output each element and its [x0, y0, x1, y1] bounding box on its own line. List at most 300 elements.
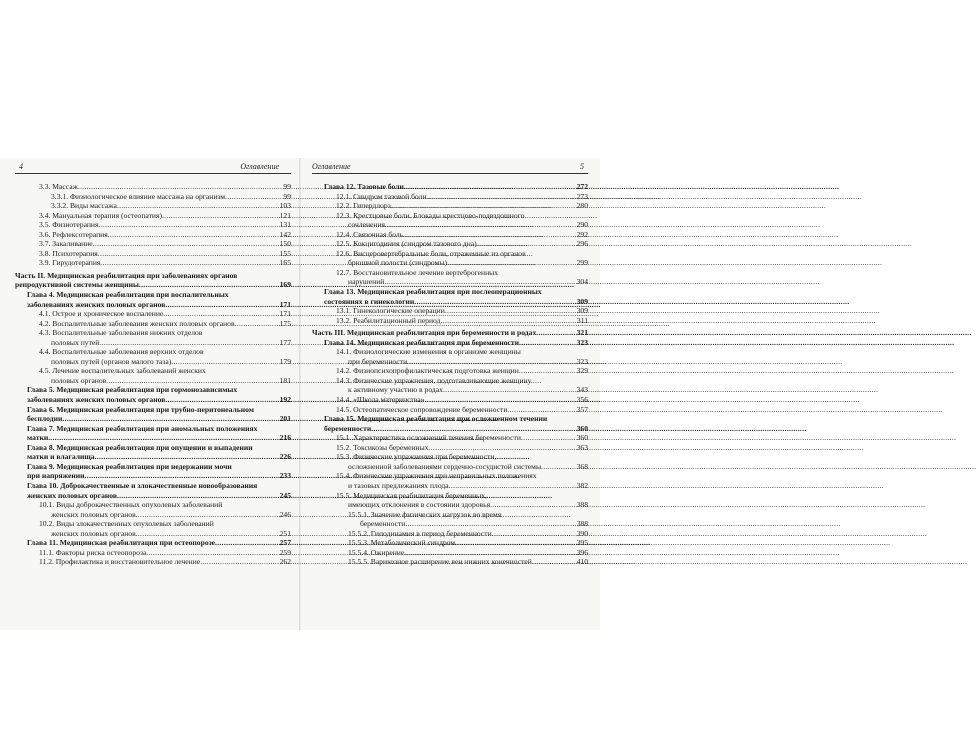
toc-entry — [15, 424, 291, 443]
toc-entry-page: 257 — [279, 538, 291, 548]
toc-entry-title: 14.5. Остеопатическое сопровождение беременности — [336, 404, 508, 414]
toc-entry-page: 396 — [576, 547, 588, 557]
toc-entry — [15, 211, 291, 221]
toc-row — [312, 239, 588, 249]
toc-entry-page: 395 — [576, 538, 588, 548]
toc-leader-dots — [447, 258, 577, 268]
toc-leader-dots — [532, 557, 577, 567]
toc-entry — [15, 239, 291, 249]
toc-row — [312, 230, 588, 240]
toc-entry-title: Глава 12. Тазовые боли — [324, 182, 404, 191]
toc-leader-dots — [424, 395, 576, 405]
toc-entry-title: Глава 9. Медицинская реабилитация при недержании мочи — [27, 461, 232, 471]
toc-entry-title: имеющих отклонения в состоянии здоровья — [348, 500, 491, 510]
toc-entry-page: 360 — [576, 433, 588, 443]
toc-leader-dots — [99, 220, 280, 230]
toc-entry — [15, 366, 291, 385]
toc-leader-dots — [536, 328, 576, 338]
toc-entry-title: к активному участию в родах — [348, 385, 443, 395]
toc-leader-dots — [455, 538, 577, 548]
toc-entry-page: 192 — [279, 395, 291, 405]
toc-entry — [15, 258, 291, 268]
toc-entry — [312, 347, 588, 366]
toc-entry-title: при беременности — [348, 356, 408, 366]
toc-row — [15, 192, 291, 202]
toc-entry-title: Часть III. Медицинская реабилитация при беременности и родах — [312, 328, 537, 338]
toc-entry-title: 11.1. Факторы риска остеопороза — [39, 547, 147, 557]
toc-entry-title: Глава 7. Медицинская реабилитация при аномальных положениях — [27, 423, 258, 433]
toc-row — [15, 471, 291, 481]
toc-leader-dots — [165, 395, 279, 405]
toc-entry — [15, 249, 291, 259]
toc-entry — [312, 443, 588, 453]
toc-row — [312, 548, 588, 558]
toc-row — [15, 491, 291, 501]
toc-entry — [312, 192, 588, 202]
toc-leader-dots — [200, 557, 279, 567]
toc-entry-title: Глава 14. Медицинская реабилитация при беременности — [324, 337, 520, 347]
toc-entry — [15, 347, 291, 366]
toc-row — [312, 297, 588, 307]
toc-entry-title: беременности — [324, 423, 372, 433]
toc-entry-title: 3.9. Гирудотерапия — [39, 258, 101, 268]
toc-entry-title: 15.5.4. Ожирение — [348, 547, 405, 557]
toc-entry-title: заболеваниях женских половых органов — [27, 395, 166, 405]
toc-entry-page: 343 — [576, 385, 588, 395]
toc-entry — [15, 328, 291, 347]
toc-entry — [15, 192, 291, 202]
toc-leader-dots — [407, 357, 576, 367]
toc-row — [15, 548, 291, 558]
toc-entry-title: 15.2. Токсикозы беременных — [336, 442, 429, 452]
toc-row — [312, 538, 588, 548]
toc-entry — [15, 385, 291, 404]
toc-leader-dots — [443, 385, 577, 395]
toc-leader-dots — [492, 529, 577, 539]
toc-entry — [15, 462, 291, 481]
toc-entry-page: 292 — [576, 229, 588, 239]
toc-entry-title: 3.7. Закаливание — [39, 239, 93, 249]
toc-row — [312, 316, 588, 326]
left-page-number: 4 — [19, 162, 23, 171]
toc-entry-title: 15.4. Физические упражнения при неправильных положениях — [336, 471, 537, 481]
toc-entry — [15, 519, 291, 538]
toc-entry-title: 14.1. Физиологические изменения в организме женщины — [336, 347, 521, 357]
toc-leader-dots — [541, 462, 577, 472]
toc-entry — [312, 268, 588, 287]
toc-entry-page: 290 — [576, 220, 588, 230]
toc-entry-title: 10.1. Виды доброкачественных опухолевых заболеваний — [39, 500, 223, 510]
toc-entry-title: 4.2. Воспалительные заболевания женских половых органов — [39, 318, 235, 328]
toc-entry-page: 175 — [279, 318, 291, 328]
toc-entry-page: 226 — [279, 452, 291, 462]
toc-row — [312, 424, 588, 434]
toc-entry — [312, 249, 588, 268]
left-toc-list — [15, 182, 291, 567]
toc-entry-page: 304 — [576, 277, 588, 287]
toc-entry — [312, 395, 588, 405]
toc-entry — [312, 316, 588, 326]
toc-entry — [15, 319, 291, 329]
toc-entry-page: 99 — [283, 182, 291, 191]
toc-entry-page: 382 — [576, 480, 588, 490]
toc-entry-title: Глава 5. Медицинская реабилитация при гормонозависимых — [27, 385, 238, 395]
toc-leader-dots — [163, 309, 279, 319]
toc-entry-title: 12.4. Связочная боль — [336, 229, 404, 239]
toc-entry — [312, 557, 588, 567]
toc-row — [312, 220, 588, 230]
toc-row — [312, 500, 588, 510]
toc-entry — [15, 220, 291, 230]
toc-row — [15, 309, 291, 319]
toc-entry — [312, 471, 588, 490]
toc-entry — [15, 271, 291, 290]
toc-row — [15, 538, 291, 548]
toc-entry — [312, 529, 588, 539]
toc-entry-title: нарушений — [348, 277, 385, 287]
toc-entry-title: матки и влагалища — [27, 452, 95, 462]
toc-entry-title: бесплодии — [27, 414, 63, 424]
toc-leader-dots — [100, 258, 279, 268]
toc-row — [15, 376, 291, 386]
toc-entry-title: 3.4. Мануальная терапия (остеопатия) — [39, 210, 162, 220]
toc-leader-dots — [519, 338, 577, 348]
toc-entry — [15, 481, 291, 500]
toc-leader-dots — [95, 452, 280, 462]
toc-entry — [312, 201, 588, 211]
toc-leader-dots — [371, 424, 576, 434]
toc-entry-title: Глава 13. Медицинская реабилитация при послеоперационных — [324, 287, 542, 297]
toc-row — [15, 220, 291, 230]
toc-row — [312, 529, 588, 539]
toc-entry-page: 251 — [279, 528, 291, 538]
toc-leader-dots — [404, 548, 576, 558]
toc-entry-title: половых органов — [51, 375, 107, 385]
toc-leader-dots — [162, 211, 280, 221]
toc-entry-page: 388 — [576, 500, 588, 510]
toc-leader-dots — [85, 471, 280, 481]
toc-entry-page: 329 — [576, 366, 588, 376]
toc-entry — [15, 538, 291, 548]
toc-row — [15, 201, 291, 211]
toc-entry-title: осложненной заболеваниями сердечно-сосудистой системы — [348, 461, 542, 471]
toc-entry — [312, 287, 588, 306]
toc-entry-title: беременности — [360, 519, 406, 529]
toc-row — [15, 557, 291, 567]
toc-entry-title: 13.1. Гинекологические операции — [336, 306, 445, 316]
toc-row — [312, 481, 588, 491]
toc-leader-dots — [48, 433, 279, 443]
toc-entry-title: сочленения — [348, 220, 386, 230]
toc-entry — [15, 182, 291, 192]
toc-entry-title: женских половых органов — [51, 509, 136, 519]
toc-leader-dots — [404, 182, 577, 192]
toc-entry-title: Глава 4. Медицинская реабилитация при воспалительных — [27, 290, 229, 300]
toc-row — [312, 338, 588, 348]
toc-entry-title: Глава 6. Медицинская реабилитация при трубно-перитонеальном — [27, 404, 254, 414]
toc-leader-dots — [62, 414, 279, 424]
right-page-number: 5 — [580, 162, 584, 171]
toc-entry — [15, 405, 291, 424]
toc-entry-title: 14.4. «Школа материнства» — [336, 395, 425, 405]
toc-row — [15, 529, 291, 539]
toc-leader-dots — [146, 548, 279, 558]
toc-entry-title: 12.6. Висцеровертебральные боли, отраженные из органов — [336, 248, 526, 258]
toc-entry — [15, 500, 291, 519]
toc-entry-title: 12.3. Крестцовые боли. Блокады крестцово-подвздошного — [336, 210, 525, 220]
toc-entry-title: 12.5. Кокцигодиния (синдром тазового дна) — [336, 239, 477, 249]
toc-leader-dots — [440, 316, 576, 326]
toc-row — [15, 182, 291, 192]
toc-entry — [15, 443, 291, 462]
left-page — [15, 162, 291, 567]
toc-leader-dots — [136, 529, 280, 539]
toc-entry-title: 4.1. Острое и хроническое воспаление — [39, 309, 164, 319]
toc-row — [312, 519, 588, 529]
toc-entry-title: 15.5.5. Варикозное расширение вен нижних конечностей — [348, 557, 532, 567]
toc-entry-page: 259 — [279, 547, 291, 557]
toc-row — [312, 306, 588, 316]
toc-entry — [15, 230, 291, 240]
toc-row — [15, 319, 291, 329]
toc-entry-page: 103 — [279, 201, 291, 211]
toc-entry-page: 356 — [576, 395, 588, 405]
toc-entry — [15, 290, 291, 309]
toc-entry-title: Глава 8. Медицинская реабилитация при опущении и выпадении — [27, 442, 253, 452]
toc-row — [312, 182, 588, 192]
toc-row — [15, 452, 291, 462]
toc-entry — [312, 328, 588, 338]
toc-entry-page: 165 — [279, 258, 291, 268]
toc-entry-page: 360 — [576, 423, 588, 433]
toc-entry-title: 3.5. Физиотерапия — [39, 220, 99, 230]
toc-leader-dots — [99, 338, 279, 348]
toc-leader-dots — [117, 201, 280, 211]
toc-leader-dots — [78, 182, 284, 192]
toc-entry-title: женских половых органов — [51, 528, 136, 538]
toc-leader-dots — [477, 239, 577, 249]
toc-leader-dots — [106, 376, 279, 386]
toc-entry-title: половых путей — [51, 337, 100, 347]
toc-entry-title: Часть II. Медицинская реабилитация при заболеваниях органов — [15, 270, 238, 280]
toc-entry-page: 390 — [576, 528, 588, 538]
toc-entry-page: 216 — [279, 433, 291, 443]
toc-leader-dots — [235, 319, 280, 329]
toc-entry — [312, 433, 588, 443]
toc-entry-page: 179 — [279, 356, 291, 366]
toc-entry-title: 13.2. Реабилитационный период — [336, 315, 441, 325]
toc-entry — [15, 309, 291, 319]
toc-entry-page: 296 — [576, 239, 588, 249]
toc-entry-page: 309 — [576, 306, 588, 316]
toc-entry-title: 3.8. Психотерапия — [39, 248, 98, 258]
toc-entry-page: 280 — [576, 201, 588, 211]
toc-entry-title: 15.1. Характеристика осложнений течения беременности — [336, 433, 521, 443]
toc-entry-title: 15.5.2. Гиподинамия в период беременности — [348, 528, 492, 538]
toc-entry-page: 273 — [576, 191, 588, 201]
toc-row — [15, 211, 291, 221]
toc-entry — [312, 414, 588, 433]
toc-entry-title: 3.6. Рефлексотерапия — [39, 229, 108, 239]
toc-leader-dots — [445, 306, 577, 316]
toc-leader-dots — [519, 366, 577, 376]
toc-entry-page: 245 — [279, 490, 291, 500]
toc-entry-page: 363 — [576, 442, 588, 452]
toc-entry-page: 142 — [279, 229, 291, 239]
toc-entry-title: 4.3. Воспалительные заболевания нижних отделов — [39, 328, 203, 338]
toc-row — [15, 433, 291, 443]
toc-entry — [312, 211, 588, 230]
toc-entry — [312, 366, 588, 376]
toc-entry-title: 11.2. Профилактика и восстановительное лечение — [39, 557, 201, 567]
toc-row — [15, 414, 291, 424]
toc-leader-dots — [108, 230, 280, 240]
toc-entry-title: Глава 10. Доброкачественные и злокачественные новообразования — [27, 480, 258, 490]
toc-row — [312, 258, 588, 268]
toc-leader-dots — [429, 443, 577, 453]
toc-row — [312, 433, 588, 443]
toc-entry-page: 388 — [576, 519, 588, 529]
toc-row — [312, 328, 588, 338]
toc-entry-page: 121 — [279, 210, 291, 220]
toc-entry — [312, 405, 588, 415]
toc-row — [312, 405, 588, 415]
toc-entry — [312, 376, 588, 395]
toc-row — [15, 230, 291, 240]
right-page-header-title: Оглавление — [312, 162, 351, 171]
toc-row — [312, 395, 588, 405]
toc-entry-page: 201 — [279, 414, 291, 424]
toc-entry — [312, 182, 588, 192]
right-page — [312, 162, 588, 567]
toc-entry-page: 309 — [576, 296, 588, 306]
toc-entry-title: 12.7. Восстановительное лечение вертеброгенных — [336, 267, 499, 277]
toc-entry-page: 99 — [283, 191, 291, 201]
toc-row — [312, 277, 588, 287]
toc-leader-dots — [136, 510, 280, 520]
toc-entry-title: 15.3. Физические упражнения при беременности, — [336, 452, 497, 462]
toc-entry-title: 15.5.1. Значение физических нагрузок во время — [348, 509, 502, 519]
toc-leader-dots — [117, 491, 280, 501]
toc-entry-title: 3.3. Массаж — [39, 182, 78, 191]
toc-entry-title: 12.1. Синдром тазовой боли — [336, 191, 427, 201]
toc-entry-title: 14.3. Физические упражнения, подготавливающие женщину — [336, 375, 532, 385]
toc-entry-page: 246 — [279, 509, 291, 519]
left-page-header-title: Оглавление — [240, 162, 279, 171]
toc-row — [15, 258, 291, 268]
toc-entry-page: 368 — [576, 461, 588, 471]
toc-row — [312, 443, 588, 453]
toc-row — [15, 249, 291, 259]
toc-leader-dots — [171, 357, 279, 367]
toc-entry-title: 15.5.3. Метаболический синдром — [348, 538, 456, 548]
toc-entry-page: 262 — [279, 557, 291, 567]
toc-leader-dots — [449, 481, 577, 491]
toc-row — [312, 385, 588, 395]
toc-entry — [312, 538, 588, 548]
toc-entry-title: 15.5. Медицинская реабилитация беременных, — [336, 490, 487, 500]
toc-row — [312, 557, 588, 567]
toc-row — [15, 357, 291, 367]
toc-entry — [312, 491, 588, 510]
toc-entry-title: 4.4. Воспалительные заболевания верхних отделов — [39, 347, 204, 357]
toc-entry — [312, 510, 588, 529]
toc-entry-page: 357 — [576, 404, 588, 414]
toc-row — [312, 462, 588, 472]
toc-entry-page: 323 — [576, 356, 588, 366]
toc-leader-dots — [490, 500, 577, 510]
toc-entry — [15, 548, 291, 558]
toc-entry-page: 171 — [279, 309, 291, 319]
toc-entry-page: 299 — [576, 258, 588, 268]
toc-leader-dots — [385, 220, 577, 230]
toc-row — [15, 300, 291, 310]
toc-entry-title: репродуктивной системы женщины — [15, 280, 139, 290]
toc-entry — [312, 452, 588, 471]
toc-leader-dots — [165, 300, 279, 310]
toc-entry-page: 169 — [279, 280, 291, 290]
toc-entry-title: 12.2. Гипердлорз — [336, 201, 391, 211]
toc-leader-dots — [427, 192, 577, 202]
toc-row — [15, 239, 291, 249]
toc-row — [15, 280, 291, 290]
toc-entry-title: брюшной полости (синдромы) — [348, 258, 447, 268]
left-page-header — [15, 162, 291, 174]
toc-leader-dots — [98, 249, 280, 259]
toc-row — [15, 395, 291, 405]
toc-entry-title: состояниях в гинекологии — [324, 296, 415, 306]
toc-leader-dots — [521, 433, 577, 443]
toc-row — [312, 201, 588, 211]
toc-leader-dots — [391, 201, 577, 211]
toc-entry-title: 3.3.2. Виды массажа — [51, 201, 117, 211]
toc-leader-dots — [403, 230, 576, 240]
toc-leader-dots — [139, 280, 280, 290]
toc-row — [312, 357, 588, 367]
toc-entry-page: 410 — [576, 557, 588, 567]
toc-row — [312, 366, 588, 376]
toc-entry-title: 4.5. Лечение воспалительных заболеваний женских — [39, 366, 206, 376]
toc-entry — [15, 201, 291, 211]
toc-entry — [312, 239, 588, 249]
right-page-header — [312, 162, 588, 174]
toc-entry-page: 321 — [576, 328, 588, 338]
toc-entry — [312, 306, 588, 316]
toc-entry-title: матки — [27, 433, 49, 443]
toc-entry-title: при напряжении — [27, 471, 85, 481]
toc-leader-dots — [384, 277, 576, 287]
toc-entry-page: 131 — [279, 220, 291, 230]
toc-row — [312, 192, 588, 202]
toc-entry-page: 181 — [279, 375, 291, 385]
right-toc-list — [312, 182, 588, 567]
toc-entry-page: 171 — [279, 299, 291, 309]
toc-entry-title: Глава 11. Медицинская реабилитация при остеопорозе — [27, 538, 216, 548]
toc-leader-dots — [225, 192, 283, 202]
toc-entry-title: 10.2. Виды злокачественных опухолевых заболеваний — [39, 519, 214, 529]
toc-entry-title: заболеваниях женских половых органов — [27, 299, 166, 309]
toc-entry-title: Глава 15. Медицинская реабилитация при осложненном течении — [324, 414, 548, 424]
toc-entry — [312, 230, 588, 240]
toc-entry-title: половых путей (органов малого таза) — [51, 356, 172, 366]
toc-entry-title: 3.3.1. Физиологическое влияние массажа на организм — [51, 191, 226, 201]
toc-entry-title: 14.2. Физиопсихопрофилактическая подготовка женщин — [336, 366, 519, 376]
toc-entry-page: 272 — [576, 182, 588, 191]
toc-leader-dots — [93, 239, 280, 249]
toc-leader-dots — [507, 405, 576, 415]
toc-entry — [312, 548, 588, 558]
toc-row — [15, 510, 291, 520]
